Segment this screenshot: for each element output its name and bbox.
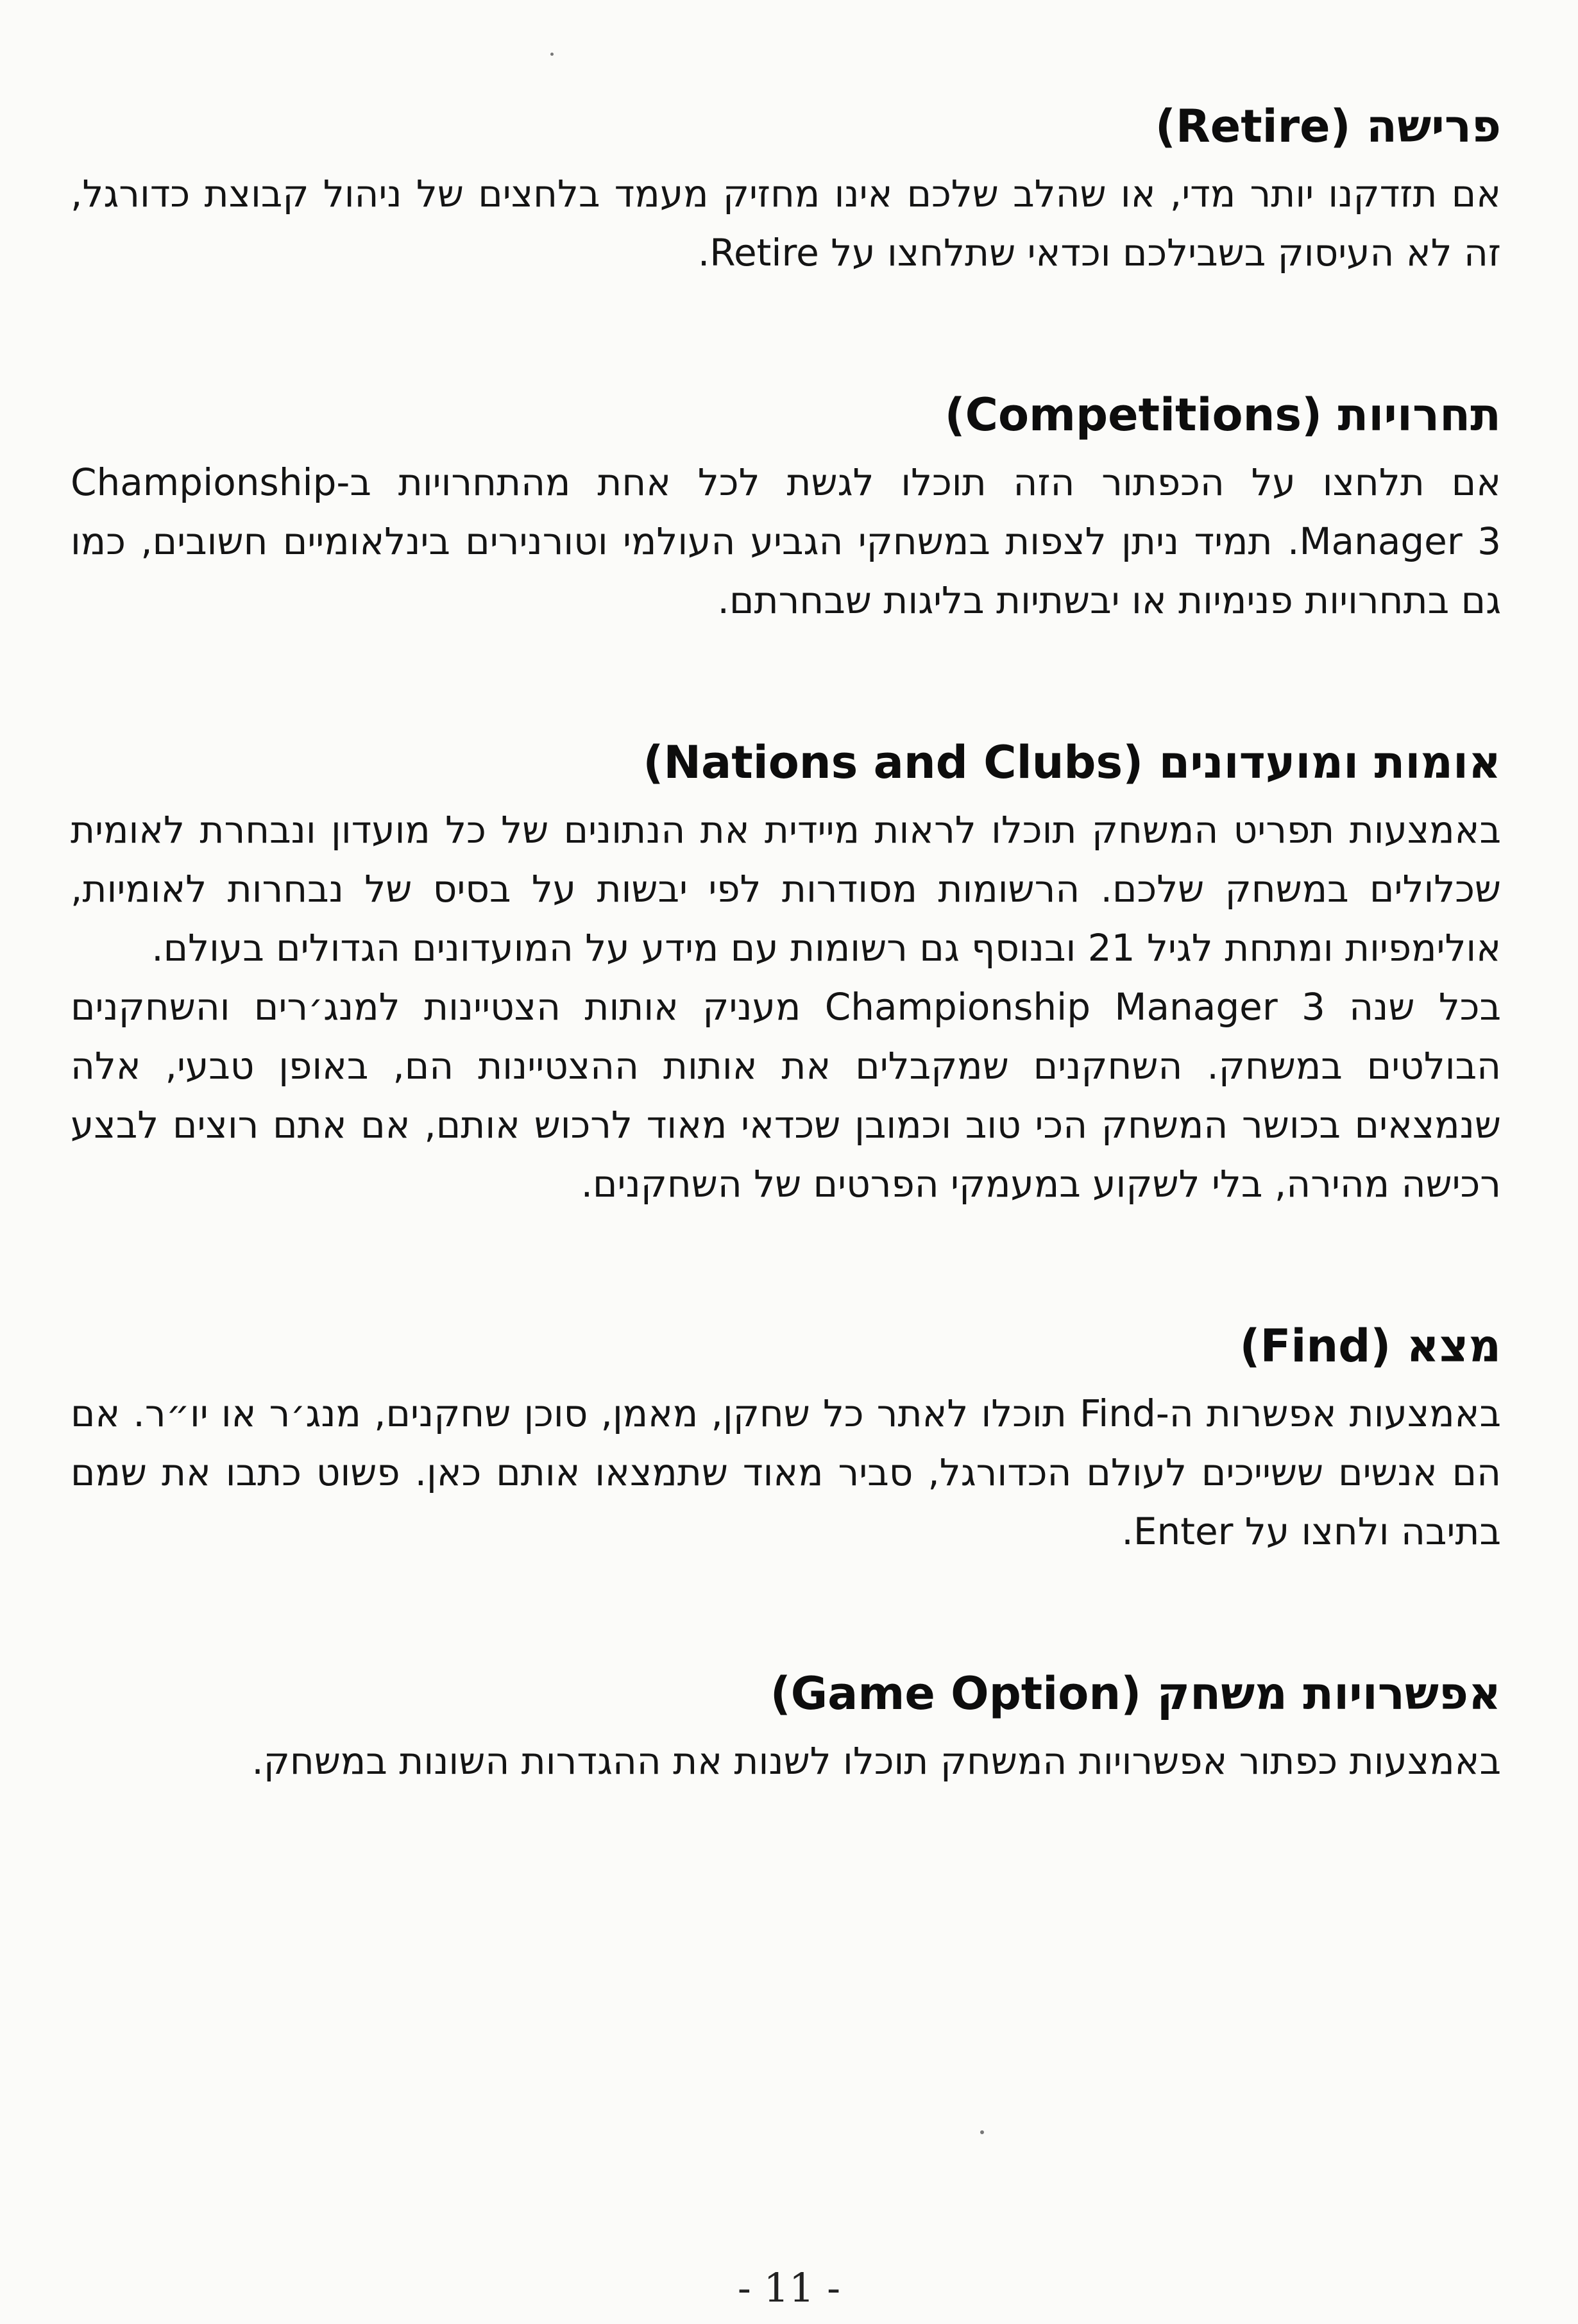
section-game-option bbox=[71, 1663, 1501, 1790]
section-body-find: באמצעות אפשרות ה-Find תוכלו לאתר כל שחקן, מאמן, סוכן שחקנים, מנג׳ר או יו״ר. אם הם אנשים ששייכים לעולם הכדורגל, סביר מאוד שתמצאו אותם כאן. פשוט כתבו את שמם בתיבה ולחצו על Enter. bbox=[71, 1392, 1501, 1553]
section-title-game-option: אפשרויות משחק (Game Option) bbox=[770, 1667, 1501, 1720]
section-title-nations-and-clubs: אומות ומועדונים (Nations and Clubs) bbox=[643, 736, 1501, 789]
page-number: - 11 - bbox=[737, 2264, 841, 2311]
section-body-competitions: אם תלחצו על הכפתור הזה תוכלו לגשת לכל אחת מהתחרויות ב-Championship Manager 3. תמיד ניתן לצפות במשחקי הגביע העולמי וטורנירים בינלאומיים חשובים, כמו גם בתחרויות פנימיות או יבשתיות בליגות שבחרתם. bbox=[71, 460, 1501, 622]
section-find bbox=[71, 1316, 1501, 1561]
section-title-retire: פרישה (Retire) bbox=[1155, 100, 1501, 153]
section-title-competitions: תחרויות (Competitions) bbox=[944, 389, 1501, 441]
section-body-awards: בכל שנה Championship Manager 3 מעניק אותות הצטיינות למנג׳רים והשחקנים הבולטים במשחק. השחקנים שמקבלים את אותות ההצטיינות הם, באופן טבעי, אלה שנמצאים בכושר המשחק הכי טוב וכמובן שכדאי מאוד לרכוש אותם, אם אתם רוצים לבצע רכישה מהירה, בלי לשקוע במעמקי הפרטים של השחקנים. bbox=[71, 985, 1501, 1206]
section-retire bbox=[71, 96, 1501, 282]
scan-speck bbox=[550, 53, 554, 56]
scan-speck bbox=[980, 2130, 984, 2134]
section-nations-and-clubs bbox=[71, 732, 1501, 1213]
section-competitions bbox=[71, 385, 1501, 630]
section-body-game-option: באמצעות כפתור אפשרויות המשחק תוכלו לשנות את ההגדרות השונות במשחק. bbox=[251, 1739, 1501, 1783]
section-title-find: מצא (Find) bbox=[1239, 1320, 1501, 1372]
section-body-retire: אם תזדקנו יותר מדי, או שהלב שלכם אינו מחזיק מעמד בלחצים של ניהול קבוצת כדורגל, זה לא העיסוק בשבילכם וכדאי שתלחצו על Retire. bbox=[71, 172, 1501, 274]
section-body-nations-and-clubs: באמצעות תפריט המשחק תוכלו לראות מיידית את הנתונים של כל מועדון ונבחרת לאומית שכלולים במשחק שלכם. הרשומות מסודרות לפי יבשות על בסיס של נבחרות לאומיות, אולימפיות ומתחת לגיל 21 ובנוסף גם רשומות עם מידע על המועדונים הגדולים בעולם. bbox=[71, 808, 1501, 970]
manual-page bbox=[71, 96, 1501, 1790]
